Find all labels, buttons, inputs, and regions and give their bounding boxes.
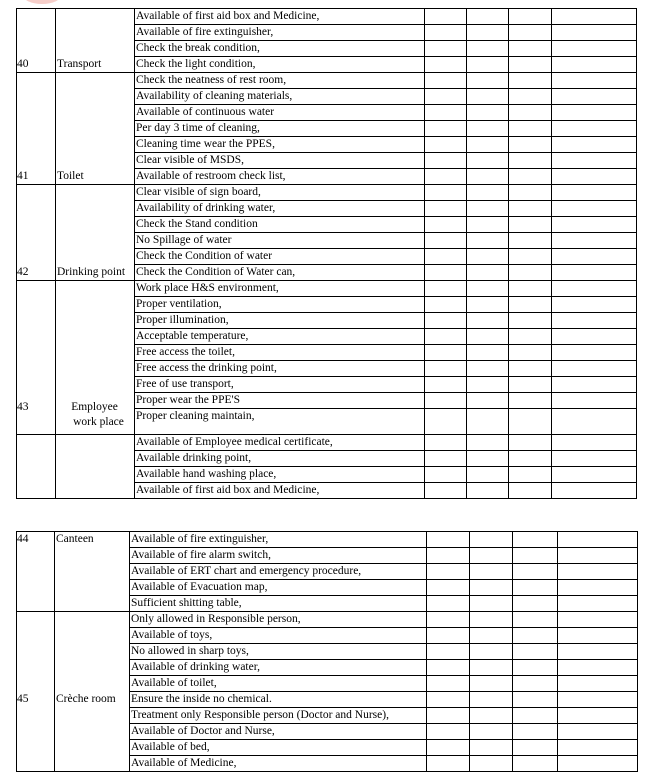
grid-line-vertical [54,531,55,772]
grid-line-horizontal [16,8,637,9]
grid-line-horizontal [134,482,637,483]
grid-line-horizontal [134,328,637,329]
area-name: Canteen [56,533,94,545]
grid-line-horizontal [16,72,637,73]
checklist-item: Work place H&S environment, [136,282,279,294]
checklist-item: Available of first aid box and Medicine, [136,484,320,496]
grid-line-horizontal [134,450,637,451]
grid-line-vertical [637,531,638,772]
grid-line-horizontal [16,611,638,612]
grid-line-vertical [16,8,17,499]
grid-line-horizontal [134,232,637,233]
grid-line-horizontal [134,136,637,137]
grid-line-horizontal [134,200,637,201]
checklist-item: Clear visible of sign board, [136,186,261,198]
checklist-item: Availability of drinking water, [136,202,276,214]
grid-line-vertical [55,8,56,499]
grid-line-horizontal [134,392,637,393]
grid-line-vertical [466,8,467,499]
checklist-item: Available of bed, [131,741,210,753]
area-number: 42 [17,266,29,278]
grid-line-horizontal [134,264,637,265]
checklist-item: Available of ERT chart and emergency procedure, [131,565,362,577]
grid-line-horizontal [134,40,637,41]
area-name: Drinking point [57,266,126,278]
checklist-item: Available of fire alarm switch, [131,549,271,561]
area-name: Crèche room [56,693,116,705]
checklist-item: Available of drinking water, [131,661,260,673]
grid-line-horizontal [134,466,637,467]
grid-line-vertical [557,531,558,772]
checklist-item: Available of Doctor and Nurse, [131,725,275,737]
grid-line-horizontal [134,24,637,25]
grid-line-horizontal [134,168,637,169]
grid-line-horizontal [16,498,637,499]
checklist-item: Proper wear the PPE'S [136,394,240,406]
grid-line-horizontal [129,563,638,564]
grid-line-horizontal [129,643,638,644]
grid-line-vertical [16,531,17,772]
grid-line-vertical [512,531,513,772]
checklist-item: Check the Condition of water [136,250,273,262]
grid-line-horizontal [16,434,637,435]
grid-line-horizontal [129,595,638,596]
grid-line-vertical [469,531,470,772]
area-number: 43 [17,401,29,413]
grid-line-vertical [424,8,425,499]
checklist-item: No Spillage of water [136,234,232,246]
grid-line-horizontal [129,627,638,628]
grid-line-horizontal [129,691,638,692]
checklist-item: Check the break condition, [136,42,260,54]
area-name: Transport [57,58,102,70]
checklist-item: Sufficient shitting table, [131,597,242,609]
grid-line-horizontal [134,408,637,409]
grid-line-horizontal [129,579,638,580]
checklist-item: Check the neatness of rest room, [136,74,287,86]
area-name: Toilet [57,170,84,182]
grid-line-vertical [508,8,509,499]
grid-line-horizontal [134,376,637,377]
area-number: 41 [17,170,29,182]
checklist-item: Available drinking point, [136,452,252,464]
area-number: 44 [17,533,29,545]
checklist-item: Availability of cleaning materials, [136,90,293,102]
checklist-item: Proper ventilation, [136,298,222,310]
checklist-item: Available of Medicine, [131,757,237,769]
grid-line-horizontal [129,675,638,676]
logo-mark [22,0,62,4]
checklist-item: Available of fire extinguisher, [131,533,269,545]
grid-line-horizontal [134,312,637,313]
grid-line-vertical [551,8,552,499]
checklist-item: Proper cleaning maintain, [136,410,255,422]
grid-line-horizontal [129,707,638,708]
grid-line-horizontal [134,56,637,57]
checklist-item: Available hand washing place, [136,468,277,480]
checklist-item: Free access the toilet, [136,346,235,358]
grid-line-horizontal [16,531,638,532]
grid-line-horizontal [134,360,637,361]
checklist-item: Free of use transport, [136,378,234,390]
grid-line-horizontal [16,771,638,772]
grid-line-horizontal [129,547,638,548]
checklist-item: Cleaning time wear the PPES, [136,138,275,150]
checklist-item: No allowed in sharp toys, [131,645,249,657]
grid-line-horizontal [129,723,638,724]
checklist-item: Available of fire extinguisher, [136,26,274,38]
checklist-item: Proper illumination, [136,314,229,326]
area-name-line1: Employee [71,401,118,413]
grid-line-horizontal [129,755,638,756]
checklist-item: Available of toys, [131,629,213,641]
grid-line-horizontal [134,88,637,89]
checklist-item: Clear visible of MSDS, [136,154,244,166]
checklist-item: Free access the drinking point, [136,362,277,374]
checklist-item: Available of Employee medical certificate, [136,436,333,448]
grid-line-vertical [129,531,130,772]
checklist-item: Treatment only Responsible person (Doctor and Nurse), [131,709,389,721]
grid-line-horizontal [134,344,637,345]
checklist-item: Only allowed in Responsible person, [131,613,301,625]
grid-line-vertical [426,531,427,772]
checklist-item: Available of Evacuation map, [131,581,268,593]
checklist-item: Per day 3 time of cleaning, [136,122,260,134]
grid-line-horizontal [129,659,638,660]
grid-line-horizontal [134,152,637,153]
grid-line-vertical [636,8,637,499]
grid-line-horizontal [16,184,637,185]
checklist-item: Acceptable temperature, [136,330,249,342]
checklist-item: Available of restroom check list, [136,170,286,182]
checklist-item: Available of first aid box and Medicine, [136,10,320,22]
grid-line-horizontal [134,248,637,249]
checklist-item: Check the Stand condition [136,218,258,230]
checklist-item: Available of continuous water [136,106,275,118]
grid-line-horizontal [134,104,637,105]
checklist-item: Check the Condition of Water can, [136,266,296,278]
grid-line-horizontal [134,216,637,217]
checklist-item: Available of toilet, [131,677,217,689]
grid-line-horizontal [16,280,637,281]
area-name-line2: work place [73,416,124,428]
area-number: 45 [17,693,29,705]
checklist-item: Ensure the inside no chemical. [131,693,272,705]
grid-line-horizontal [134,120,637,121]
grid-line-horizontal [129,739,638,740]
area-number: 40 [17,58,29,70]
grid-line-horizontal [134,296,637,297]
checklist-item: Check the light condition, [136,58,256,70]
